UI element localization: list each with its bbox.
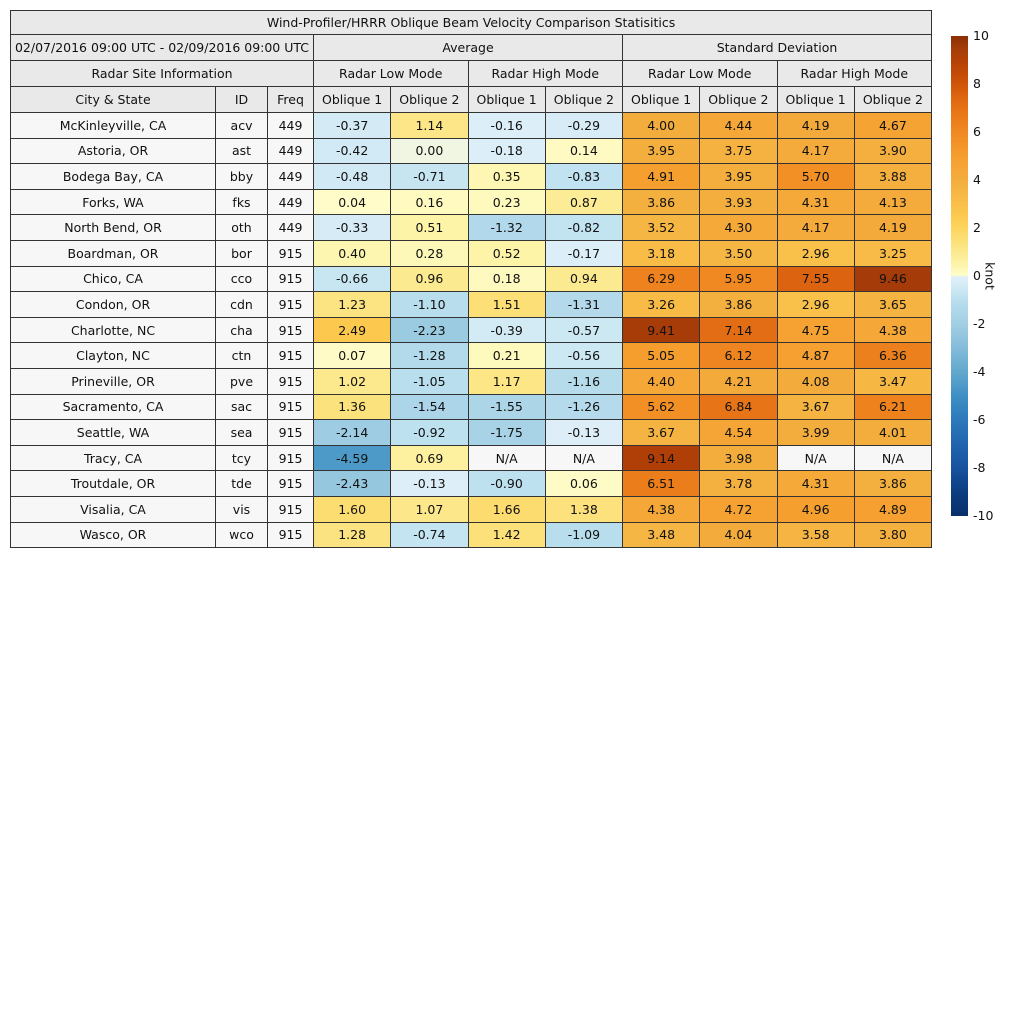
- table-row: [11, 496, 932, 522]
- colorbar-tick-label: 6: [973, 124, 981, 139]
- value-cell: 3.86: [854, 471, 931, 497]
- id-cell: sea: [216, 420, 268, 446]
- value-cell: 3.58: [777, 522, 854, 548]
- freq-cell: 915: [268, 394, 314, 420]
- colorbar-tick-label: 10: [973, 28, 989, 43]
- value-cell: -0.17: [545, 240, 622, 266]
- col-header-oblique1: Oblique 1: [314, 87, 391, 113]
- table-row: [11, 113, 932, 139]
- value-cell: 0.51: [391, 215, 468, 241]
- value-cell: 3.75: [700, 138, 777, 164]
- id-cell: wco: [216, 522, 268, 548]
- value-cell: -0.56: [545, 343, 622, 369]
- city-cell: Seattle, WA: [11, 420, 216, 446]
- value-cell: 3.98: [700, 445, 777, 471]
- site-info-header: Radar Site Information: [11, 61, 314, 87]
- std-high-mode-header: Radar High Mode: [777, 61, 932, 87]
- value-cell: -0.18: [468, 138, 545, 164]
- value-cell: -0.82: [545, 215, 622, 241]
- value-cell: 3.86: [623, 189, 700, 215]
- table-title: Wind-Profiler/HRRR Oblique Beam Velocity Comparison Statisitics: [11, 11, 932, 35]
- freq-cell: 915: [268, 240, 314, 266]
- value-cell: -1.75: [468, 420, 545, 446]
- avg-low-mode-header: Radar Low Mode: [314, 61, 469, 87]
- city-cell: Forks, WA: [11, 189, 216, 215]
- freq-cell: 915: [268, 496, 314, 522]
- value-cell: 3.67: [623, 420, 700, 446]
- value-cell: 4.72: [700, 496, 777, 522]
- group-header-std: Standard Deviation: [623, 35, 932, 61]
- value-cell: 0.23: [468, 189, 545, 215]
- freq-cell: 915: [268, 292, 314, 318]
- value-cell: 1.66: [468, 496, 545, 522]
- value-cell: 3.25: [854, 240, 931, 266]
- value-cell: -0.66: [314, 266, 391, 292]
- value-cell: 3.67: [777, 394, 854, 420]
- value-cell: 4.75: [777, 317, 854, 343]
- id-cell: cdn: [216, 292, 268, 318]
- id-cell: acv: [216, 113, 268, 139]
- value-cell: 0.04: [314, 189, 391, 215]
- value-cell: -2.23: [391, 317, 468, 343]
- value-cell: -0.13: [391, 471, 468, 497]
- colorbar-tick-label: 0: [973, 268, 981, 283]
- colorbar-axis-label: knot: [982, 262, 998, 290]
- value-cell: 4.30: [700, 215, 777, 241]
- avg-high-mode-header: Radar High Mode: [468, 61, 623, 87]
- table-row: [11, 445, 932, 471]
- value-cell: 0.07: [314, 343, 391, 369]
- col-header-oblique2: Oblique 2: [854, 87, 931, 113]
- value-cell: 4.44: [700, 113, 777, 139]
- value-cell: -1.31: [545, 292, 622, 318]
- value-cell: 4.96: [777, 496, 854, 522]
- value-cell: 1.42: [468, 522, 545, 548]
- freq-cell: 915: [268, 343, 314, 369]
- col-header-oblique1: Oblique 1: [468, 87, 545, 113]
- city-cell: Boardman, OR: [11, 240, 216, 266]
- id-cell: bby: [216, 164, 268, 190]
- value-cell: 5.70: [777, 164, 854, 190]
- value-cell: -0.90: [468, 471, 545, 497]
- id-cell: cco: [216, 266, 268, 292]
- table-row: [11, 420, 932, 446]
- value-cell: 7.14: [700, 317, 777, 343]
- table-body: [11, 113, 932, 548]
- value-cell: N/A: [854, 445, 931, 471]
- value-cell: -0.57: [545, 317, 622, 343]
- table-row: [11, 266, 932, 292]
- value-cell: 0.18: [468, 266, 545, 292]
- group-header-row: [11, 35, 932, 61]
- colorbar-tick-label: -10: [973, 508, 994, 523]
- value-cell: 3.47: [854, 368, 931, 394]
- value-cell: 6.21: [854, 394, 931, 420]
- table-row: [11, 317, 932, 343]
- colorbar-tick-label: -4: [973, 364, 986, 379]
- value-cell: 3.86: [700, 292, 777, 318]
- value-cell: 3.50: [700, 240, 777, 266]
- value-cell: 3.88: [854, 164, 931, 190]
- freq-cell: 449: [268, 215, 314, 241]
- value-cell: -1.32: [468, 215, 545, 241]
- value-cell: -1.10: [391, 292, 468, 318]
- value-cell: 6.36: [854, 343, 931, 369]
- value-cell: 0.14: [545, 138, 622, 164]
- colorbar: [951, 28, 998, 523]
- value-cell: 1.17: [468, 368, 545, 394]
- value-cell: 3.52: [623, 215, 700, 241]
- value-cell: 4.13: [854, 189, 931, 215]
- value-cell: 6.51: [623, 471, 700, 497]
- freq-cell: 915: [268, 420, 314, 446]
- value-cell: -1.09: [545, 522, 622, 548]
- value-cell: 1.36: [314, 394, 391, 420]
- col-header-oblique1: Oblique 1: [623, 87, 700, 113]
- value-cell: -4.59: [314, 445, 391, 471]
- value-cell: -0.29: [545, 113, 622, 139]
- value-cell: 0.52: [468, 240, 545, 266]
- value-cell: 4.38: [623, 496, 700, 522]
- value-cell: 4.40: [623, 368, 700, 394]
- value-cell: 0.00: [391, 138, 468, 164]
- colorbar-tick-label: -6: [973, 412, 986, 427]
- freq-cell: 915: [268, 317, 314, 343]
- col-header-freq: Freq: [268, 87, 314, 113]
- value-cell: 4.91: [623, 164, 700, 190]
- value-cell: 9.46: [854, 266, 931, 292]
- value-cell: 0.69: [391, 445, 468, 471]
- value-cell: 1.28: [314, 522, 391, 548]
- id-cell: cha: [216, 317, 268, 343]
- value-cell: -0.48: [314, 164, 391, 190]
- freq-cell: 449: [268, 113, 314, 139]
- value-cell: 0.87: [545, 189, 622, 215]
- city-cell: Tracy, CA: [11, 445, 216, 471]
- value-cell: 4.31: [777, 471, 854, 497]
- value-cell: 4.31: [777, 189, 854, 215]
- value-cell: -0.16: [468, 113, 545, 139]
- value-cell: 0.06: [545, 471, 622, 497]
- value-cell: -1.05: [391, 368, 468, 394]
- table-row: [11, 394, 932, 420]
- freq-cell: 449: [268, 189, 314, 215]
- table-row: [11, 522, 932, 548]
- value-cell: 2.49: [314, 317, 391, 343]
- city-cell: North Bend, OR: [11, 215, 216, 241]
- id-cell: pve: [216, 368, 268, 394]
- table-row: [11, 343, 932, 369]
- id-cell: bor: [216, 240, 268, 266]
- value-cell: 0.94: [545, 266, 622, 292]
- value-cell: -1.54: [391, 394, 468, 420]
- value-cell: 4.21: [700, 368, 777, 394]
- value-cell: -2.14: [314, 420, 391, 446]
- value-cell: 2.96: [777, 292, 854, 318]
- city-cell: Sacramento, CA: [11, 394, 216, 420]
- value-cell: 0.21: [468, 343, 545, 369]
- value-cell: -0.42: [314, 138, 391, 164]
- id-cell: oth: [216, 215, 268, 241]
- value-cell: 0.16: [391, 189, 468, 215]
- value-cell: 4.19: [854, 215, 931, 241]
- value-cell: 6.29: [623, 266, 700, 292]
- statistics-table: [10, 10, 932, 548]
- value-cell: 9.41: [623, 317, 700, 343]
- id-cell: tde: [216, 471, 268, 497]
- col-header-id: ID: [216, 87, 268, 113]
- col-header-oblique1: Oblique 1: [777, 87, 854, 113]
- freq-cell: 449: [268, 138, 314, 164]
- colorbar-tick-label: -2: [973, 316, 986, 331]
- value-cell: -0.83: [545, 164, 622, 190]
- value-cell: -0.13: [545, 420, 622, 446]
- id-cell: tcy: [216, 445, 268, 471]
- value-cell: 4.54: [700, 420, 777, 446]
- value-cell: 6.84: [700, 394, 777, 420]
- value-cell: 1.07: [391, 496, 468, 522]
- table-row: [11, 138, 932, 164]
- value-cell: 3.26: [623, 292, 700, 318]
- value-cell: 4.19: [777, 113, 854, 139]
- colorbar-tick-label: -8: [973, 460, 986, 475]
- freq-cell: 915: [268, 471, 314, 497]
- value-cell: 4.67: [854, 113, 931, 139]
- value-cell: 4.89: [854, 496, 931, 522]
- value-cell: 3.99: [777, 420, 854, 446]
- value-cell: N/A: [777, 445, 854, 471]
- value-cell: 3.95: [623, 138, 700, 164]
- value-cell: 5.05: [623, 343, 700, 369]
- value-cell: 5.95: [700, 266, 777, 292]
- table-row: [11, 215, 932, 241]
- value-cell: 4.17: [777, 215, 854, 241]
- city-cell: Troutdale, OR: [11, 471, 216, 497]
- value-cell: -0.92: [391, 420, 468, 446]
- title-row: [11, 11, 932, 35]
- id-cell: ast: [216, 138, 268, 164]
- table-row: [11, 368, 932, 394]
- value-cell: 6.12: [700, 343, 777, 369]
- value-cell: 3.95: [700, 164, 777, 190]
- colorbar-tick-label: 8: [973, 76, 981, 91]
- value-cell: 3.48: [623, 522, 700, 548]
- value-cell: 1.23: [314, 292, 391, 318]
- value-cell: 4.38: [854, 317, 931, 343]
- value-cell: -0.39: [468, 317, 545, 343]
- city-cell: Charlotte, NC: [11, 317, 216, 343]
- city-cell: Astoria, OR: [11, 138, 216, 164]
- value-cell: 4.04: [700, 522, 777, 548]
- city-cell: McKinleyville, CA: [11, 113, 216, 139]
- value-cell: -0.37: [314, 113, 391, 139]
- value-cell: -1.55: [468, 394, 545, 420]
- value-cell: 7.55: [777, 266, 854, 292]
- value-cell: 5.62: [623, 394, 700, 420]
- value-cell: 1.51: [468, 292, 545, 318]
- city-cell: Condon, OR: [11, 292, 216, 318]
- colorbar-tick-label: 2: [973, 220, 981, 235]
- value-cell: 3.93: [700, 189, 777, 215]
- freq-cell: 915: [268, 522, 314, 548]
- value-cell: 4.87: [777, 343, 854, 369]
- value-cell: 4.08: [777, 368, 854, 394]
- id-cell: fks: [216, 189, 268, 215]
- value-cell: 4.00: [623, 113, 700, 139]
- value-cell: 0.96: [391, 266, 468, 292]
- mode-header-row: [11, 61, 932, 87]
- city-cell: Clayton, NC: [11, 343, 216, 369]
- col-header-oblique2: Oblique 2: [545, 87, 622, 113]
- value-cell: 3.18: [623, 240, 700, 266]
- value-cell: 3.78: [700, 471, 777, 497]
- value-cell: 0.40: [314, 240, 391, 266]
- id-cell: sac: [216, 394, 268, 420]
- colorbar-gradient: [951, 36, 968, 516]
- freq-cell: 915: [268, 266, 314, 292]
- value-cell: N/A: [468, 445, 545, 471]
- table-row: [11, 189, 932, 215]
- freq-cell: 449: [268, 164, 314, 190]
- value-cell: N/A: [545, 445, 622, 471]
- column-header-row: [11, 87, 932, 113]
- value-cell: 2.96: [777, 240, 854, 266]
- value-cell: 3.80: [854, 522, 931, 548]
- value-cell: 1.38: [545, 496, 622, 522]
- value-cell: -0.74: [391, 522, 468, 548]
- date-range: 02/07/2016 09:00 UTC - 02/09/2016 09:00 UTC: [11, 35, 314, 61]
- city-cell: Chico, CA: [11, 266, 216, 292]
- freq-cell: 915: [268, 445, 314, 471]
- value-cell: 4.17: [777, 138, 854, 164]
- city-cell: Bodega Bay, CA: [11, 164, 216, 190]
- city-cell: Visalia, CA: [11, 496, 216, 522]
- value-cell: -1.28: [391, 343, 468, 369]
- col-header-oblique2: Oblique 2: [700, 87, 777, 113]
- value-cell: 1.60: [314, 496, 391, 522]
- freq-cell: 915: [268, 368, 314, 394]
- col-header-city: City & State: [11, 87, 216, 113]
- table-row: [11, 292, 932, 318]
- value-cell: -0.71: [391, 164, 468, 190]
- table-row: [11, 164, 932, 190]
- value-cell: 3.90: [854, 138, 931, 164]
- table-row: [11, 471, 932, 497]
- id-cell: vis: [216, 496, 268, 522]
- table-row: [11, 240, 932, 266]
- col-header-oblique2: Oblique 2: [391, 87, 468, 113]
- value-cell: 3.65: [854, 292, 931, 318]
- value-cell: 0.28: [391, 240, 468, 266]
- value-cell: 1.02: [314, 368, 391, 394]
- city-cell: Wasco, OR: [11, 522, 216, 548]
- value-cell: -1.26: [545, 394, 622, 420]
- value-cell: -2.43: [314, 471, 391, 497]
- colorbar-tick-label: 4: [973, 172, 981, 187]
- value-cell: 4.01: [854, 420, 931, 446]
- value-cell: -1.16: [545, 368, 622, 394]
- value-cell: 9.14: [623, 445, 700, 471]
- value-cell: 1.14: [391, 113, 468, 139]
- std-low-mode-header: Radar Low Mode: [623, 61, 778, 87]
- city-cell: Prineville, OR: [11, 368, 216, 394]
- value-cell: 0.35: [468, 164, 545, 190]
- group-header-average: Average: [314, 35, 623, 61]
- id-cell: ctn: [216, 343, 268, 369]
- value-cell: -0.33: [314, 215, 391, 241]
